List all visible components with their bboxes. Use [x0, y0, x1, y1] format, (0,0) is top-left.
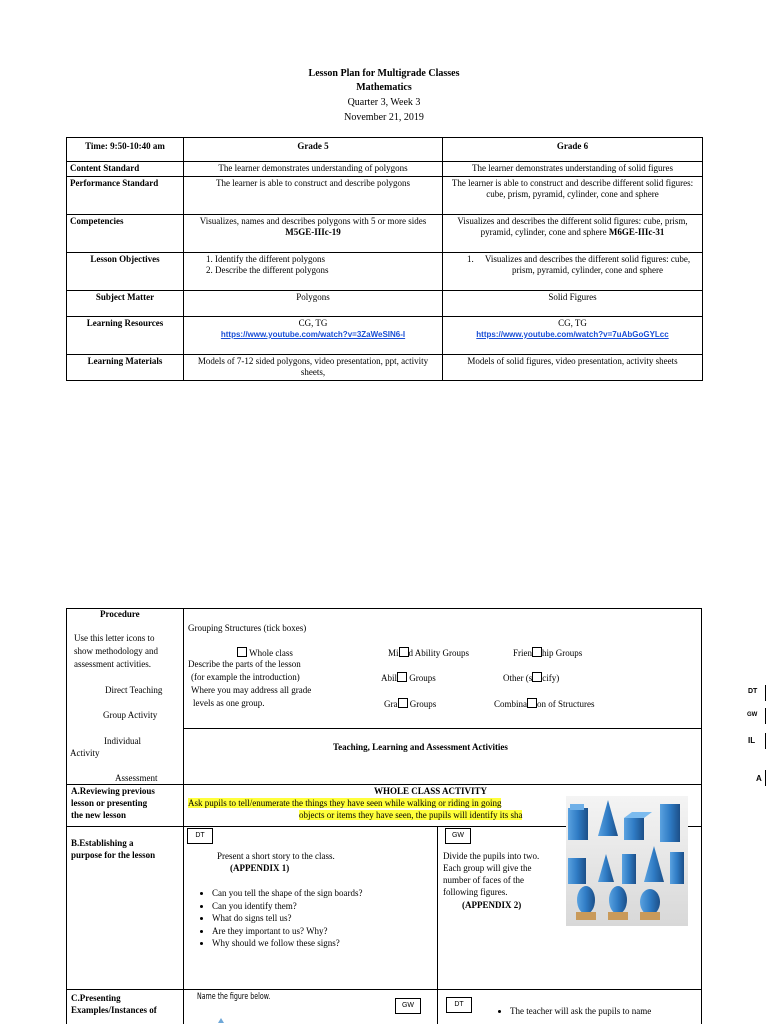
gw-tag: GW: [445, 828, 471, 844]
friendship-option[interactable]: Frien hip Groups: [513, 648, 583, 658]
questions-list: [192, 887, 437, 950]
mixed-ability-option[interactable]: Mi d Ability Groups: [388, 648, 470, 658]
list-item: • Why should we follow these signs?: [212, 937, 437, 950]
section-b-label-2: purpose for the lesson: [71, 850, 156, 860]
appendix-1: (APPENDIX 1): [230, 863, 290, 873]
section-b-label-1: B.Establishing a: [71, 838, 134, 848]
grade6-cell: The learner is able to construct and describe different solid figures: cube, prism, pyramid, cylinder, cone and sphere: [443, 176, 703, 214]
list-item: 1. Visualizes and describes the different solid figures: cube, prism, pyramid, cylinder, cone and sphere: [476, 254, 699, 277]
grade6-header: Grade 6: [443, 138, 703, 162]
lesson-overview-table: [66, 137, 703, 381]
row-label: Competencies: [67, 214, 184, 252]
competency-code: M6GE-IIIc-31: [608, 227, 665, 237]
grade6-cell: The learner demonstrates understanding of solid figures: [443, 162, 703, 177]
competency-code: M5GE-IIIc-19: [285, 227, 341, 237]
whole-class-option[interactable]: Whole class: [237, 647, 293, 659]
row-label: Content Standard: [67, 162, 184, 177]
grade-groups-option[interactable]: Gra Groups: [384, 699, 437, 709]
grade5-video-link[interactable]: https://www.youtube.com/watch?v=3ZaWeSIN6-I: [220, 330, 406, 339]
objectives-list: [446, 254, 699, 277]
whole-desc-2: (for example the introduction): [191, 672, 300, 682]
legend-direct-teaching: Direct Teaching: [105, 685, 163, 695]
grade5-header: Grade 5: [184, 138, 443, 162]
competency-text: Visualizes, names and describes polygons with 5 or more sides: [199, 215, 427, 226]
section-c-label-1: C.Presenting: [71, 993, 121, 1003]
section-a-line1: Ask pupils to tell/enumerate the things they have seen while walking or riding in going: [188, 798, 502, 808]
section-a-label-1: A.Reviewing previous: [71, 786, 155, 796]
document-date: November 21, 2019: [344, 112, 424, 123]
list-item: • The teacher will ask the pupils to name: [510, 1005, 700, 1018]
row-label: Performance Standard: [67, 176, 184, 214]
resource-text: CG, TG: [298, 317, 328, 328]
grade5-cell: The learner demonstrates understanding of polygons: [184, 162, 443, 177]
table-row: [67, 176, 703, 214]
g6-line-3: number of faces of the: [443, 875, 524, 885]
grade6-video-link[interactable]: https://www.youtube.com/watch?v=7uAbGoGYLcc: [476, 330, 669, 339]
row-label: Lesson Objectives: [67, 252, 184, 290]
grade5-cell: The learner is able to construct and describe polygons: [184, 176, 443, 214]
grade6-cell: [443, 316, 703, 354]
section-c-label-2: Examples/Instances of: [71, 1005, 157, 1015]
gw-tag: GW: [395, 998, 421, 1014]
table-header-row: [67, 138, 703, 162]
table-row: [67, 354, 703, 380]
other-option[interactable]: Other (s cify): [503, 673, 560, 683]
grade5-cell: [184, 214, 443, 252]
table-row: [67, 252, 703, 290]
legend-individual: Individual: [104, 736, 141, 746]
list-item: 2. Describe the different polygons: [215, 265, 439, 277]
procedure-intro-2: show methodology and: [74, 646, 158, 656]
combination-option[interactable]: Combina on of Structures: [494, 699, 595, 709]
objectives-list: [187, 254, 439, 277]
grade5-cell: Models of 7-12 sided polygons, video presentation, ppt, activity sheets,: [184, 354, 443, 380]
section-a-heading: WHOLE CLASS ACTIVITY: [374, 786, 488, 796]
grade5-cell: [184, 252, 443, 290]
whole-desc-3: Where you may address all grade: [191, 685, 312, 695]
procedure-title: Procedure: [100, 609, 140, 619]
legend-assessment: Assessment: [115, 773, 158, 783]
row-label: Subject Matter: [67, 290, 184, 316]
grade6-cell: [443, 214, 703, 252]
ability-option[interactable]: Abil Groups: [381, 673, 436, 683]
procedure-intro-3: assessment activities.: [74, 659, 151, 669]
checkbox[interactable]: [527, 698, 537, 708]
procedure-intro-1: Use this letter icons to: [74, 633, 155, 643]
checkbox[interactable]: [237, 647, 247, 657]
document-subject: Mathematics: [356, 82, 412, 93]
legend-activity: Activity: [70, 748, 100, 758]
g6-line-4: following figures.: [443, 887, 508, 897]
side-tag-dt: DT: [748, 688, 758, 695]
handwritten-note: Name the figure below.: [197, 992, 271, 1002]
table-row: [67, 162, 703, 177]
row-label: Learning Resources: [67, 316, 184, 354]
whole-desc-1: Describe the parts of the lesson: [188, 659, 301, 669]
checkbox[interactable]: [532, 647, 542, 657]
list-item: 1. Identify the different polygons: [215, 254, 439, 266]
table-row: [67, 214, 703, 252]
triangle-icon: [218, 1018, 224, 1023]
document-title: Lesson Plan for Multigrade Classes: [308, 68, 460, 79]
legend-group-activity: Group Activity: [103, 710, 158, 720]
dt-tag: DT: [446, 997, 472, 1013]
dt-tag: DT: [187, 828, 213, 844]
checkbox[interactable]: [398, 698, 408, 708]
whole-desc-4: levels as one group.: [193, 698, 265, 708]
g6-line-2: Each group will give the: [443, 863, 532, 873]
story-instruction: Present a short story to the class.: [217, 851, 335, 861]
tla-title: Teaching, Learning and Assessment Activities: [333, 742, 508, 752]
section-a-line2: objects or items they have seen, the pupils will identify its sha: [299, 810, 523, 820]
row-label: Learning Materials: [67, 354, 184, 380]
list-item: • Are they important to us? Why?: [212, 925, 437, 938]
checkbox[interactable]: [397, 672, 407, 682]
table-row: [67, 316, 703, 354]
section-a-label-3: the new lesson: [71, 810, 127, 820]
side-tag-gw: GW: [747, 712, 758, 718]
list-item: • Can you identify them?: [212, 900, 437, 913]
side-tag-a: A: [756, 774, 762, 783]
table-row: [67, 290, 703, 316]
resource-text: CG, TG: [558, 317, 587, 328]
appendix-2: (APPENDIX 2): [462, 900, 522, 910]
checkbox[interactable]: [532, 672, 542, 682]
solid-figures-image: [566, 796, 688, 926]
checkbox[interactable]: [399, 647, 409, 657]
section-a-label-2: lesson or presenting: [71, 798, 148, 808]
grade5-cell: Polygons: [184, 290, 443, 316]
grade6-cell: [443, 252, 703, 290]
document-quarter: Quarter 3, Week 3: [347, 97, 421, 108]
list-item: • Can you tell the shape of the sign boards?: [212, 887, 437, 900]
grade6-cell: Models of solid figures, video presentation, activity sheets: [443, 354, 703, 380]
grade5-cell: [184, 316, 443, 354]
side-tag-il: IL: [748, 736, 756, 745]
section-c-list: [490, 1005, 700, 1018]
g6-line-1: Divide the pupils into two.: [443, 851, 540, 861]
grouping-title: Grouping Structures (tick boxes): [188, 623, 307, 633]
list-item: • What do signs tell us?: [212, 912, 437, 925]
grade6-cell: Solid Figures: [443, 290, 703, 316]
competency-text: Visualizes and describes the different solid figures: cube, prism, pyramid, cylinder, cone and sphere: [457, 215, 688, 237]
time-cell: Time: 9:50-10:40 am: [67, 138, 184, 162]
